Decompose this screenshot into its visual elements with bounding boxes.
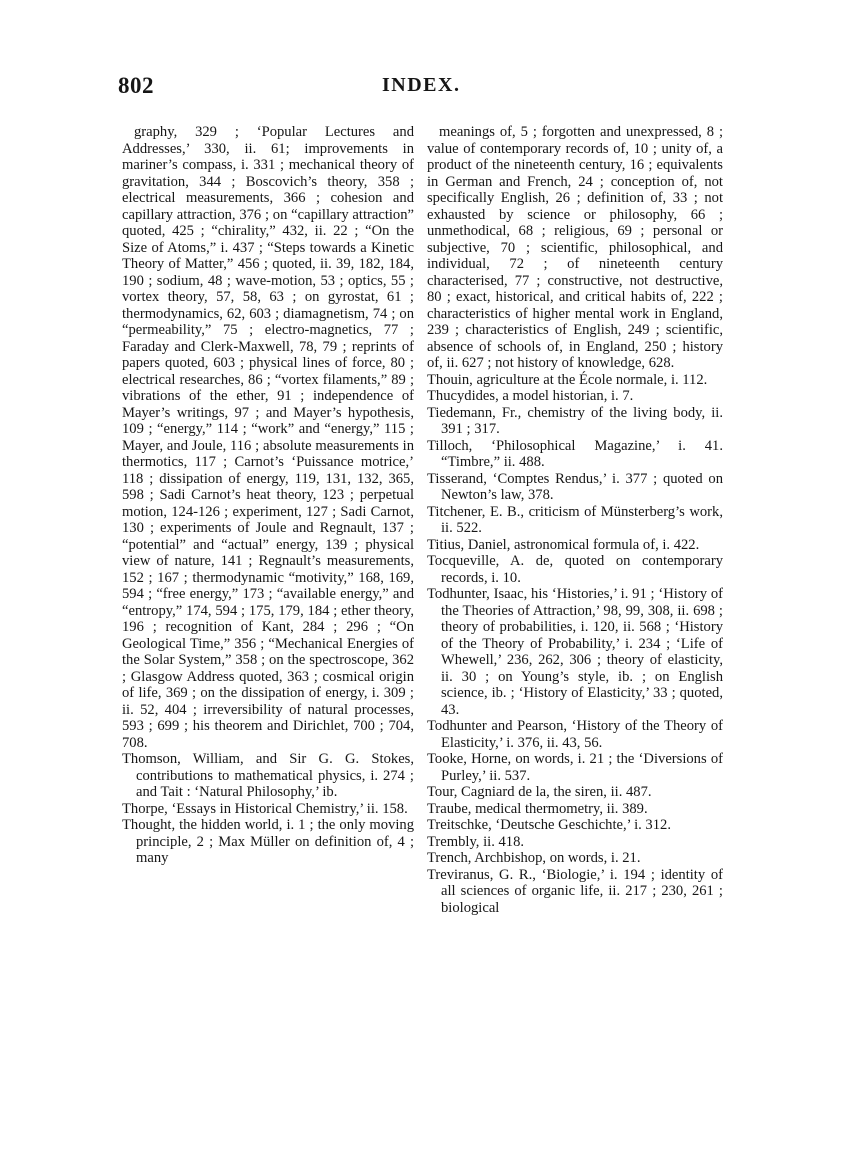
- index-entry: Thorpe, ‘Essays in Historical Chemistry,’ ii. 158.: [122, 800, 408, 817]
- index-entry: Todhunter, Isaac, his ‘Histories,’ i. 91 ; ‘History of the Theories of Attraction,’ 98, 99, 308, ii. 698 ; theory of probabilities, i. 120, ii. 568 ; ‘History of the Theory of Probability,’ i. 234 ; ‘Life of Whewell,’ 236, 262, 306 ; theory of elasticity, ii. 30 ; on Young’s style, ib. ; on English science, ib. ; ‘History of Elasticity,’ 33 ; quoted, 43.: [427, 586, 723, 718]
- index-entry: Tisserand, ‘Comptes Rendus,’ i. 377 ; quoted on Newton’s law, 378.: [427, 470, 723, 503]
- index-entry-continued: graphy, 329 ; ‘Popular Lectures and Addresses,’ 330, ii. 61; improvements in mariner’s compass, i. 331 ; mechanical theory of gravitation, 344 ; Boscovich’s theory, 358 ; electrical measurements, 366 ; cohesion and capillary attraction, 376 ; on “capillary attraction” quoted, 425 ; “chirality,” 432, ii. 22 ; “On the Size of Atoms,” i. 437 ; “Steps towards a Kinetic Theory of Matter,” 456 ; quoted, ii. 39, 182, 184, 190 ; sodium, 48 ; wave-motion, 53 ; optics, 55 ; vortex theory, 57, 58, 63 ; on gyrostat, 61 ; thermodynamics, 62, 603 ; diamagnetism, 74 ; on “permeability,” 75 ; electro-magnetics, 77 ; Faraday and Clerk-Maxwell, 78, 79 ; reprints of papers quoted, 603 ; physical lines of force, 80 ; electrical researches, 86 ; “vortex filaments,” 89 ; vibrations of the ether, 91 ; independence of Mayer’s writings, 97 ; and Mayer’s hypothesis, 109 ; “energy,” 114 ; “work” and “energy,” 115 ; Mayer, and Joule, 116 ; absolute measurements in thermotics, 117 ; Carnot’s ‘Puissance motrice,’ 118 ; dissipation of energy, 119, 131, 132, 365, 598 ; Sadi Carnot’s heat theory, 123 ; perpetual motion, 124-126 ; experiment, 127 ; Sadi Carnot, 130 ; experiments of Joule and Regnault, 137 ; “potential” and “actual” energy, 139 ; physical view of nature, 141 ; Regnault’s measurements, 152 ; 167 ; thermodynamic “motivity,” 168, 169, 594 ; “free energy,” 173 ; “available energy,” and “entropy,” 174, 594 ; 175, 179, 184 ; ether theory, 196 ; recognition of Kant, 284 ; 296 ; “On Geological Time,” 356 ; “Mechanical Energies of the Solar System,” 358 ; on the spectroscope, 362 ; Glasgow Address quoted, 363 ; cosmical origin of life, 369 ; on the dissipation of energy, i. 309 ; ii. 52, 404 ; irreversibility of natural processes, 593 ; 699 ; his theorem and Dirichlet, 700 ; 704, 708.: [122, 124, 414, 751]
- index-entry: Treviranus, G. R., ‘Biologie,’ i. 194 ; identity of all sciences of organic life, ii. 217 ; 230, 261 ; biological: [427, 866, 723, 916]
- index-entry: Traube, medical thermometry, ii. 389.: [427, 800, 648, 817]
- running-head: INDEX.: [382, 74, 461, 96]
- index-entry: Trembly, ii. 418.: [427, 833, 525, 850]
- index-entry: Tilloch, ‘Philosophical Magazine,’ i. 41. “Timbre,” ii. 488.: [427, 437, 723, 470]
- index-entry: Tiedemann, Fr., chemistry of the living body, ii. 391 ; 317.: [427, 404, 723, 437]
- index-entry: Trench, Archbishop, on words, i. 21.: [427, 850, 641, 866]
- index-entry: Titius, Daniel, astronomical formula of, i. 422.: [427, 536, 700, 553]
- index-entry: Todhunter and Pearson, ‘History of the Theory of Elasticity,’ i. 376, ii. 43, 56.: [427, 718, 723, 751]
- page-number: 802: [118, 73, 154, 98]
- index-entry: Thucydides, a model historian, i. 7.: [427, 388, 634, 404]
- page-header: [118, 73, 730, 103]
- index-entry: Tour, Cagniard de la, the siren, ii. 487.: [427, 784, 652, 800]
- index-entry: Tocqueville, A. de, quoted on contemporary records, i. 10.: [427, 553, 723, 586]
- index-entry: Titchener, E. B., criticism of Münsterberg’s work, ii. 522.: [427, 503, 723, 536]
- index-entry-continued: meanings of, 5 ; forgotten and unexpressed, 8 ; value of contemporary records of, 10 ; unity of, a product of the nineteenth century, 16 ; equivalents in German and French, 24 ; conception of, not specifically English, 26 ; definition of, 33 ; not exhausted by science or philosophy, 66 ; unmethodical, 68 ; religious, 69 ; personal or subjective, 70 ; scientific, philosophical, and individual, 72 ; of nineteenth century characterised, 77 ; constructive, not destructive, 80 ; exact, historical, and critical habits of, 222 ; characteristics of higher mental work in England, 239 ; characteristics of English, 249 ; scientific, absence of schools of, in England, 250 ; history of, ii. 627 ; not history of knowledge, 628.: [427, 124, 723, 371]
- index-entry: Thomson, William, and Sir G. G. Stokes, contributions to mathematical physics, i. 274 ; and Tait : ‘Natural Philosophy,’ ib.: [122, 751, 414, 800]
- index-column-left: [122, 124, 414, 867]
- index-entry: Thouin, agriculture at the École normale, i. 112.: [427, 371, 708, 388]
- index-entry: Treitschke, ‘Deutsche Geschichte,’ i. 312.: [427, 817, 671, 833]
- index-entry: Thought, the hidden world, i. 1 ; the only moving principle, 2 ; Max Müller on definition of, 4 ; many: [122, 817, 414, 866]
- index-entry: Tooke, Horne, on words, i. 21 ; the ‘Diversions of Purley,’ ii. 537.: [427, 751, 723, 784]
- index-column-right: [427, 124, 723, 916]
